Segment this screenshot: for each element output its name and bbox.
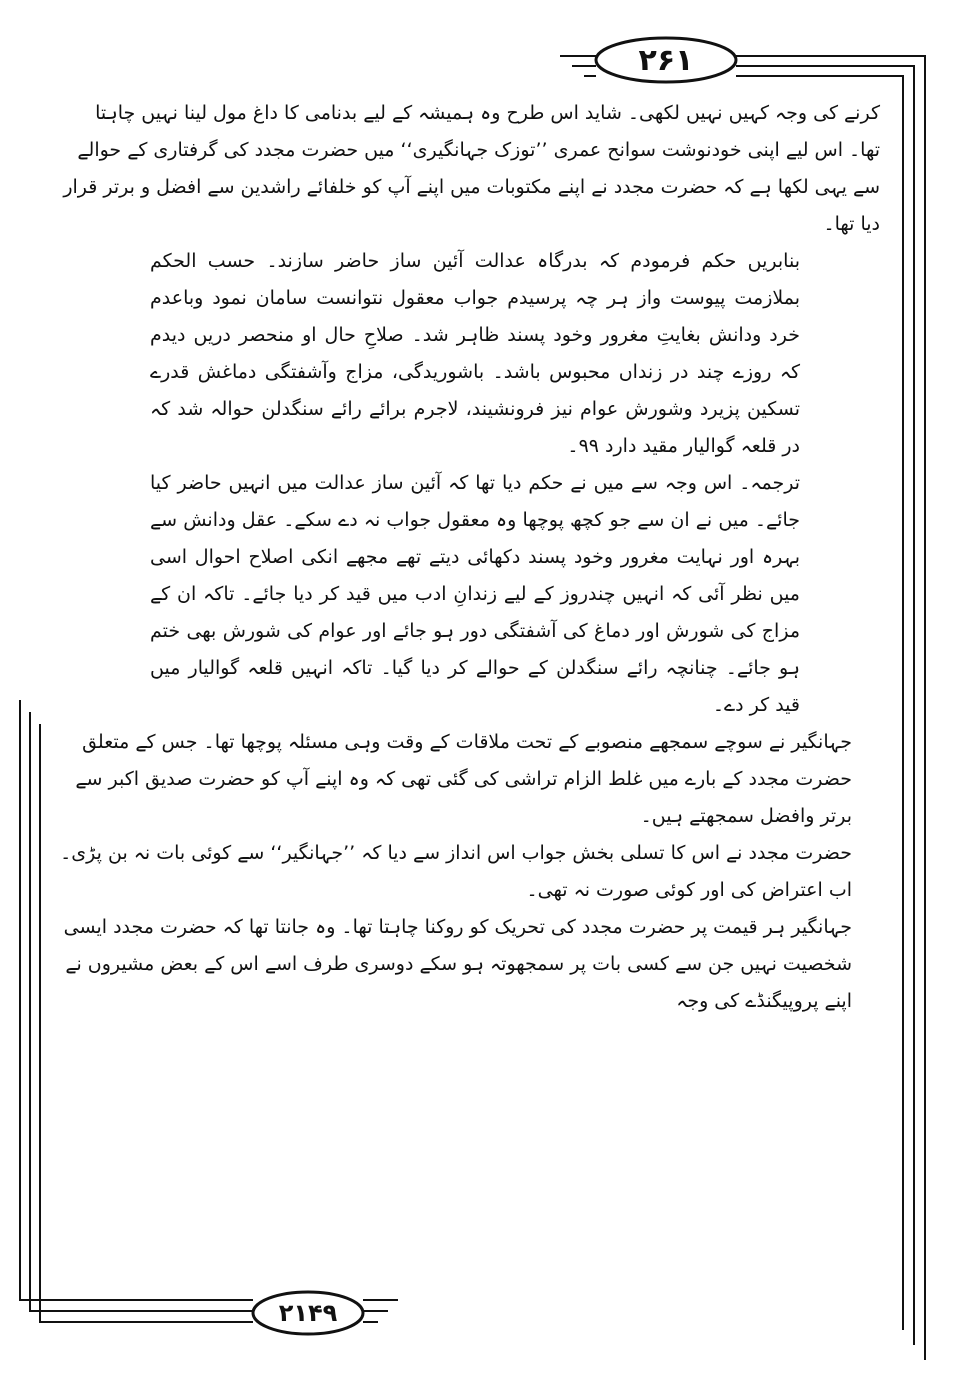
bottom-page-number-text: ۲۱۴۹	[278, 1299, 338, 1327]
persian-quotation	[150, 243, 800, 724]
paragraph-4: جہانگیر ہر قیمت پر حضرت مجدد کی تحریک کو روکنا چاہتا تھا۔ وہ جانتا تھا کہ حضرت مجدد ایسی شخصیت نہیں جن سے کسی بات پر سمجھوتہ ہو سکے دوسری طرف اسے اس کے بعض مشیروں نے اپنے پروپیگنڈے کی وجہ	[63, 916, 852, 1012]
quotation-persian-text: بنابریں حکم فرمودم کہ بدرگاہ عدالت آئین ساز حاضر سازند۔ حسب الحکم بملازمت پیوست واز ہر چہ پرسیدم جواب معقول نتوانست سامان نمود وباعدم خرد ودانش بغایتِ مغرور وخود پسند ظاہر شد۔ صلاحِ حال او منحصر دریں دیدم کہ روزے چند در زنداں محبوس باشد۔ باشوریدگی، مزاج وآشفتگی دماغش قدرے تسکین پزیرد وشورش عوام نیز فرونشیند، لاجرم برائے رائے سنگدلن حوالہ شد کہ در قلعہ گوالیار مقید دارد ۹۹۔	[150, 250, 800, 457]
paragraph-1: کرنے کی وجہ کہیں نہیں لکھی۔ شاید اس طرح وہ ہمیشہ کے لیے بدنامی کا داغ مول لینا نہیں چاہتا تھا۔ اس لیے اپنی خودنوشت سوانح عمری ’’توزک جہانگیری‘‘ میں حضرت مجدد کی گرفتاری کے حوالے سے یہی لکھا ہے کہ حضرت مجدد نے اپنے مکتوبات میں اپنے آپ کو خلفائے راشدین سے افضل و برتر قرار دیا تھا۔	[63, 102, 880, 235]
paragraph-3: حضرت مجدد نے اس کا تسلی بخش جواب اس انداز سے دیا کہ ’’جہانگیر‘‘ سے کوئی بات نہ بن پڑی۔ اب اعتراض کی اور کوئی صورت نہ تھی۔	[60, 842, 852, 901]
top-page-number-text: ۲۶۱	[638, 42, 694, 78]
top-page-number	[596, 38, 736, 82]
quotation-translation-text: ترجمہ۔ اس وجہ سے میں نے حکم دیا تھا کہ آئین ساز عدالت میں انہیں حاضر کیا جائے۔ میں نے ان سے جو کچھ پوچھا وہ معقول جواب نہ دے سکے۔ عقل ودانش سے بہرہ اور نہایت مغرور وخود پسند دکھائی دیتے تھے مجھے انکی اصلاح احوال اسی میں نظر آئی کہ انہیں چندروز کے لیے زندانِ ادب میں قید کر دیا جائے۔ تاکہ ان کے مزاج کی شورش اور دماغ کی آشفتگی دور ہو جائے اور عوام کی شورش بھی ختم ہو جائے۔ چنانچہ رائے سنگدلن کے حوالے کر دیا گیا۔ تاکہ انہیں قلعہ گوالیار میں قید کر دے۔	[150, 472, 800, 716]
paragraph-2: جہانگیر نے سوچے سمجھے منصوبے کے تحت ملاقات کے وقت وہی مسئلہ پوچھا تھا۔ جس کے متعلق حضرت مجدد کے بارے میں غلط الزام تراشی کی گئی تھی کہ وہ اپنے آپ کو حضرت صدیق اکبر سے برتر وافضل سمجھتے ہیں۔	[75, 731, 852, 827]
bottom-page-number	[253, 1292, 363, 1334]
page-body	[60, 95, 880, 1275]
